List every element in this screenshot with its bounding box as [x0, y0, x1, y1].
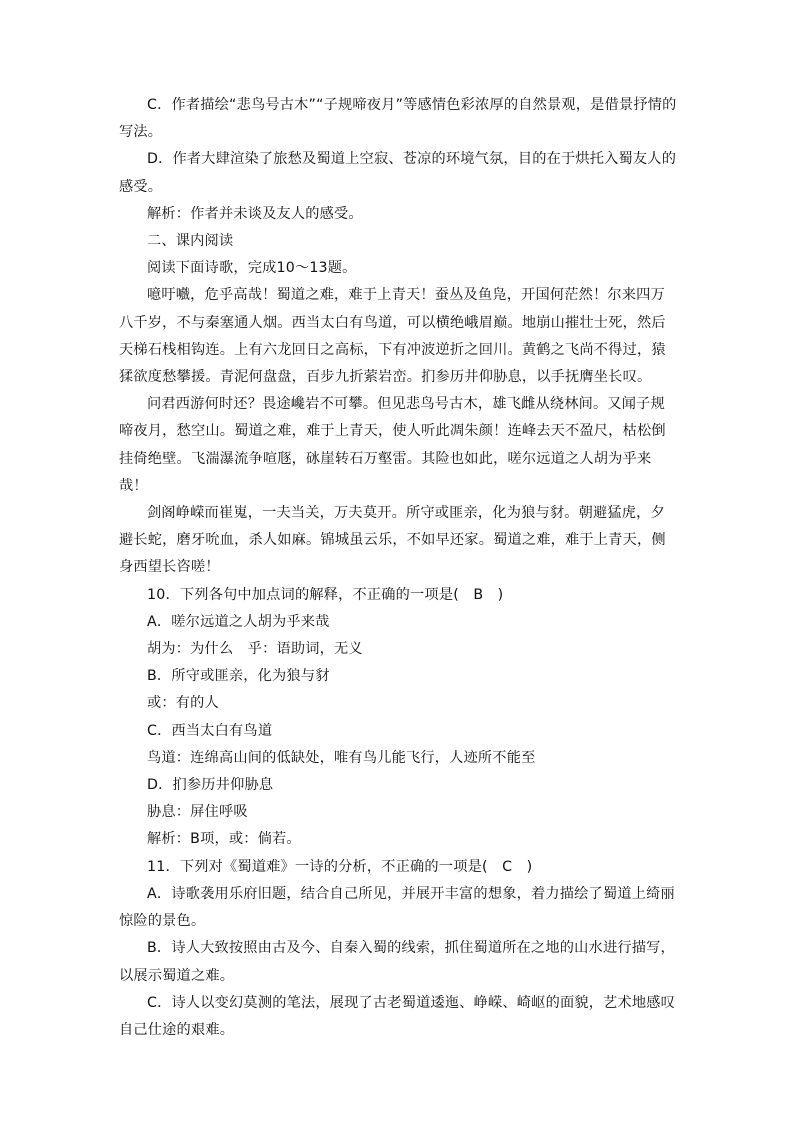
- option-c-q11: C．诗人以变幻莫测的笔法，展现了古老蜀道逶迤、峥嵘、崎岖的面貌，艺术地感叹自己仕途的艰难。: [119, 994, 676, 1038]
- option-d-q10: D．扪参历井仰胁息: [147, 777, 274, 794]
- poem-paragraph-3: 剑阁峥嵘而崔嵬，一夫当关，万夫莫开。所守或匪亲，化为狼与豺。朝避猛虎，夕避长蛇，磨牙吮血，杀人如麻。锦城虽云乐，不如早还家。蜀道之难，难于上青天，侧身西望长咨嗟！: [119, 505, 666, 576]
- poem-paragraph-2: 问君西游何时还？畏途巉岩不可攀。但见悲鸟号古木，雄飞雌从绕林间。又闻子规啼夜月，愁空山。蜀道之难，难于上青天，使人听此凋朱颜！连峰去天不盈尺，枯松倒挂倚绝壁。飞湍瀑流争喧豗，砯崖转石万壑雷。其险也如此，嗟尔远道之人胡为乎来哉！: [119, 396, 666, 494]
- option-c-q9: C．作者描绘“悲鸟号古木”“子规啼夜月”等感情色彩浓厚的自然景观，是借景抒情的写法。: [119, 97, 677, 141]
- question-10: 10．下列各句中加点词的解释，不正确的一项是( B ): [147, 586, 504, 603]
- option-b-gloss-q10: 或：有的人: [147, 695, 219, 712]
- option-b-q11: B．诗人大致按照由古及今、自秦入蜀的线索，抓住蜀道所在之地的山水进行描写，以展示蜀道之难。: [119, 940, 675, 984]
- explanation-q9: 解析：作者并未谈及友人的感受。: [147, 205, 363, 222]
- option-d-q9: D．作者大肆渲染了旅愁及蜀道上空寂、苍凉的环境气氛，目的在于烘托入蜀友人的感受。: [119, 151, 677, 195]
- document-page: [119, 92, 679, 1044]
- option-c-gloss-q10: 鸟道：连绵高山间的低缺处，唯有鸟儿能飞行，人迹所不能至: [147, 749, 536, 766]
- option-a-q10: A．嗟尔远道之人胡为乎来哉: [147, 613, 330, 630]
- section-heading: 二、课内阅读: [147, 233, 234, 250]
- poem-paragraph-1: 噫吁嚱，危乎高哉！蜀道之难，难于上青天！蚕丛及鱼凫，开国何茫然！尔来四万八千岁，不与秦塞通人烟。西当太白有鸟道，可以横绝峨眉巅。地崩山摧壮士死，然后天梯石栈相钩连。上有六龙回日之高标，下有冲波逆折之回川。黄鹤之飞尚不得过，猿猱欲度愁攀援。青泥何盘盘，百步九折萦岩峦。扪参历井仰胁息，以手抚膺坐长叹。: [119, 287, 666, 386]
- reading-instruction: 阅读下面诗歌，完成10～13题。: [147, 260, 357, 277]
- option-c-q10: C．西当太白有鸟道: [147, 722, 273, 739]
- option-d-gloss-q10: 胁息：屏住呼吸: [147, 804, 248, 821]
- question-11: 11．下列对《蜀道难》一诗的分析，不正确的一项是( C ): [147, 858, 533, 875]
- explanation-q10: 解析：B项，或：倘若。: [147, 831, 301, 848]
- option-a-q11: A．诗歌袭用乐府旧题，结合自己所见，并展开丰富的想象，着力描绘了蜀道上绮丽惊险的景色。: [119, 885, 675, 930]
- option-b-q10: B．所守或匪亲，化为狼与豺: [147, 668, 330, 685]
- option-a-gloss-q10: 胡为：为什么 乎：语助词，无义: [147, 641, 363, 658]
